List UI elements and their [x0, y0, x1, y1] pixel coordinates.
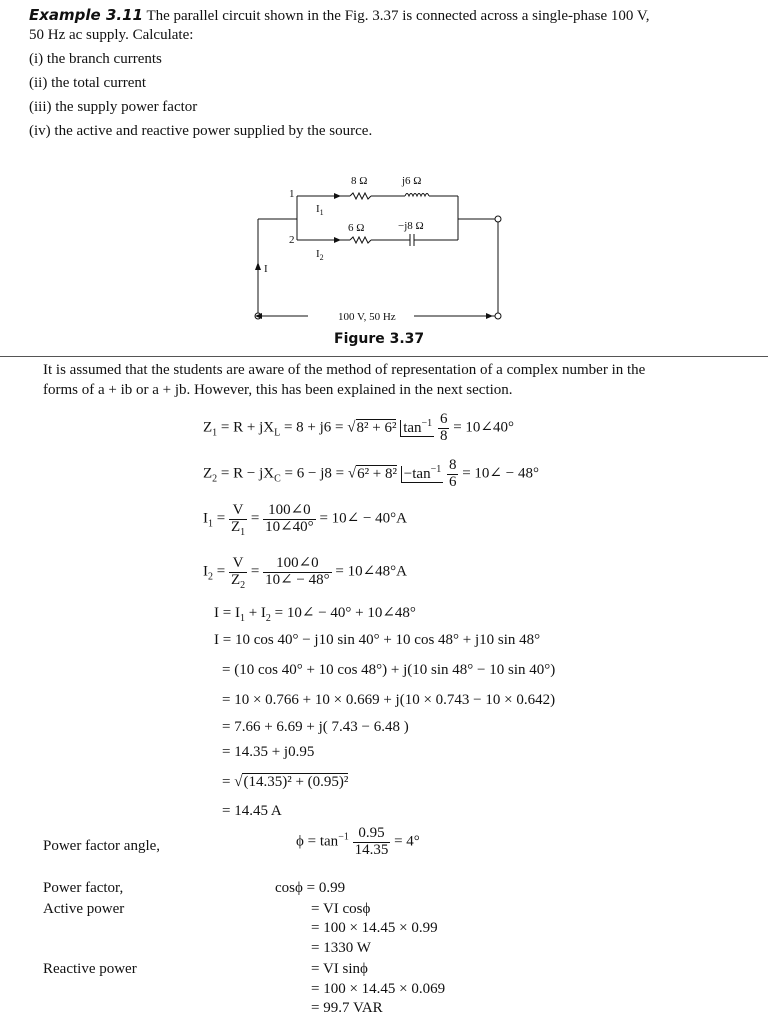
- z2-tan: −tan: [403, 465, 431, 482]
- z1-result: = 10∠40°: [453, 419, 514, 436]
- total-current-expand: I = 10 cos 40° − j10 sin 40° + 10 cos 48° + j10 sin 48°: [214, 632, 541, 648]
- label-minus-j8-ohm: −j8 Ω: [398, 220, 424, 232]
- i2-frac1-num: V: [229, 556, 247, 573]
- z2-frac-num: 8: [448, 457, 457, 473]
- question-item-2: (ii) the total current: [29, 75, 147, 91]
- current-arrow-icon: [255, 262, 261, 270]
- reactive-power-line2: = 100 × 14.45 × 0.069: [311, 981, 446, 997]
- z2-frac-den: 6: [448, 473, 457, 490]
- i2-frac2-den: 10∠ − 48°: [265, 571, 330, 588]
- z2-sqrt: 6² + 8²: [357, 465, 398, 482]
- z2-mid: = R − jX: [217, 465, 275, 482]
- sum-part-b: + I: [244, 605, 266, 621]
- magnitude-sqrt: (14.35)² + (0.95)²: [243, 774, 349, 790]
- supply-label: 100 V, 50 Hz: [338, 311, 396, 323]
- i2-frac1-den: $Z_2$: [230, 571, 246, 591]
- magnitude-eq: =: [222, 774, 235, 790]
- top-right-terminal: [495, 216, 501, 222]
- z2-equation: $Z_2 = R - jX_C = 6 - j8 = √6^2 + 8^2 -\tan^{-1}$ $\frac{8}{6}$ = 10∠ − 48°: [203, 457, 539, 490]
- active-power-line2: = 100 × 14.45 × 0.99: [311, 920, 438, 936]
- current-i2-label: $I_2$: [316, 248, 324, 262]
- z1-frac-den: 8: [439, 427, 448, 444]
- example-text-line1: The parallel circuit shown in the Fig. 3.37 is connected across a single-phase 100 V,: [146, 8, 650, 24]
- total-current-group: = (10 cos 40° + 10 cos 48°) + j(10 sin 48° − 10 sin 40°): [222, 662, 556, 678]
- z1-frac-num: 6: [439, 411, 448, 427]
- example-label: Example 3.11: [29, 6, 143, 24]
- total-current-numeric: = 10 × 0.766 + 10 × 0.669 + j(10 × 0.743 − 10 × 0.642): [222, 692, 556, 708]
- i2-equation: $I_2$ = $\frac{V}{Z_2}$ = $\frac{100\angle 0}{10\angle - 48^\circ}$ = 10∠48°A: [203, 555, 407, 591]
- pf-angle-label: Power factor angle,: [43, 838, 161, 854]
- node-1-label: 1: [289, 188, 295, 200]
- label-6-ohm: 6 Ω: [348, 222, 365, 234]
- branch2-arrow-icon: [334, 237, 341, 243]
- node-2-label: 2: [289, 234, 295, 246]
- current-i1-label: $I_1$: [316, 203, 324, 217]
- sum-part-c: = 10∠ − 40° + 10∠48°: [270, 605, 416, 621]
- total-current-complex: = 14.35 + j0.95: [222, 744, 315, 760]
- active-power-line3: = 1330 W: [311, 940, 371, 956]
- pf-angle-result: = 4°: [394, 833, 420, 850]
- active-power-label: Active power: [43, 901, 125, 917]
- total-current-label: I: [264, 263, 268, 275]
- circuit-diagram: [250, 168, 510, 328]
- i1-frac1-num: V: [229, 503, 247, 520]
- pf-value: cosϕ = 0.99: [275, 880, 346, 896]
- example-heading-line: [29, 6, 650, 25]
- example-text-line2: 50 Hz ac supply. Calculate:: [29, 27, 194, 43]
- question-item-1: (i) the branch currents: [29, 51, 162, 67]
- reactive-power-line3: = 99.7 VAR: [311, 1000, 383, 1016]
- label-8-ohm: 8 Ω: [351, 175, 368, 187]
- z1-mid2: = 8 + j6 =: [280, 419, 348, 436]
- question-item-3: (iii) the supply power factor: [29, 99, 198, 115]
- pf-angle-den: 14.35: [354, 841, 389, 858]
- i1-result: = 10∠ − 40°A: [319, 510, 408, 527]
- total-current-magnitude-expr: = √(14.35)² + (0.95)²: [222, 774, 349, 790]
- pf-label: Power factor,: [43, 880, 124, 896]
- i2-frac1-den-text: Z: [230, 571, 241, 588]
- reactive-power-line1: = VI sinϕ: [311, 961, 368, 977]
- i1-frac1-den-text: Z: [230, 518, 241, 535]
- question-item-4: (iv) the active and reactive power supplied by the source.: [29, 123, 373, 139]
- resistor-8-ohm: [350, 193, 371, 199]
- inductor-j6-ohm: [405, 194, 429, 197]
- i1-frac2-den: 10∠40°: [265, 518, 314, 535]
- z2-symbol: Z: [203, 465, 213, 482]
- pf-angle-num: 0.95: [353, 826, 391, 843]
- z2-mid2: = 6 − j8 =: [280, 465, 348, 482]
- right-terminal: [495, 313, 501, 319]
- branch1-arrow-icon: [334, 193, 341, 199]
- z1-symbol: Z: [203, 419, 213, 436]
- i1-frac2-num: 100∠0: [263, 503, 316, 520]
- intro-line1: It is assumed that the students are aware of the method of representation of a complex number in the: [43, 362, 646, 378]
- i2-frac2-num: 100∠0: [263, 556, 332, 573]
- figure-caption: Figure 3.37: [334, 331, 425, 347]
- supply-right-arrow-icon: [486, 313, 493, 319]
- divider: [0, 356, 768, 357]
- z1-sqrt: 8² + 6²: [356, 419, 397, 436]
- pf-angle-equation: $\phi = \tan^{-1}$ $\frac{0.95}{14.35}$ = 4°: [296, 825, 420, 858]
- total-current-sum: $I = I_1 + I_2$ = 10∠ − 40° + 10∠48°: [214, 605, 416, 624]
- total-current-sum-values: = 7.66 + 6.69 + j( 7.43 − 6.48 ): [222, 719, 409, 735]
- pf-angle-lhs: ϕ = tan: [296, 833, 339, 850]
- label-j6-ohm: j6 Ω: [402, 175, 422, 187]
- active-power-line1: = VI cosϕ: [311, 901, 371, 917]
- i1-equation: $I_1$ = $\frac{V}{Z_1}$ = $\frac{100\angle 0}{10\angle 40^\circ}$ = 10∠ − 40°A: [203, 502, 408, 538]
- total-current-magnitude: = 14.45 A: [222, 803, 282, 819]
- i2-result: = 10∠48°A: [335, 563, 407, 580]
- resistor-6-ohm: [350, 237, 371, 243]
- reactive-power-label: Reactive power: [43, 961, 137, 977]
- z2-result: = 10∠ − 48°: [462, 465, 539, 482]
- intro-line2: forms of a + ib or a + jb. However, this has been explained in the next section.: [43, 382, 513, 398]
- sum-part-a: I = I: [214, 605, 240, 621]
- z1-mid: = R + jX: [217, 419, 275, 436]
- i1-frac1-den: $Z_1$: [230, 518, 246, 538]
- z1-equation: $Z_1 = R + jX_L = 8 + j6 = √8^2 + 6^2$ $\tan^{-1}$ $\frac{6}{8}$ = 10∠40°: [203, 411, 514, 444]
- z1-tan: tan: [403, 419, 422, 436]
